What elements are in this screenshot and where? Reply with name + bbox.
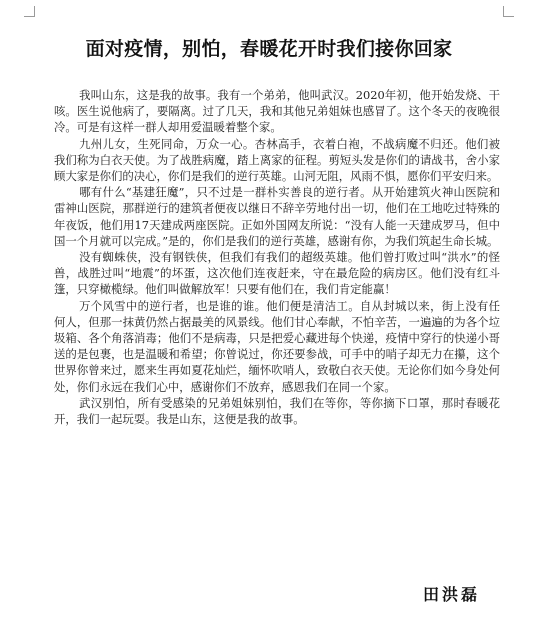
document-title: 面对疫情，别怕，春暖花开时我们接你回家 (85, 38, 453, 60)
author-signature: 田洪磊 (422, 585, 480, 604)
document-body (54, 87, 500, 427)
page-corner-mark (503, 6, 514, 17)
paragraph: 哪有什么“基建狂魔”，只不过是一群朴实善良的逆行者。从开始建筑火神山医院和雷神山医院，那群逆行的建筑者便夜以继日不辞辛劳地付出一切，他们在工地吃过特殊的年夜饭，他们用17天建成两座医院。正如外国网友所说：“没有人能一天建成罗马，但中国一个月就可以完成。”是的，你们是我们的逆行英雄，感谢有你，为我们筑起生命长城。 (54, 185, 500, 248)
page-corner-mark (24, 6, 35, 17)
paragraph: 没有蜘蛛侠，没有钢铁侠，但我们有我们的超级英雄。他们曾打败过叫“洪水”的怪兽，战胜过叫“地震”的坏蛋，这次他们连夜赶来，守在最危险的病房区。他们没有红斗篷，只穿橄榄绿。他们叫做解放军！只要有他们在，我们肯定能赢！ (54, 250, 500, 297)
paragraph: 我叫山东，这是我的故事。我有一个弟弟，他叫武汉。2020年初，他开始发烧、干咳。医生说他病了，要隔离。过了几天，我和其他兄弟姐妹也感冒了。这个冬天的夜晚很冷。可是有这样一群人却用爱温暖着整个家。 (54, 88, 500, 135)
paragraph: 武汉别怕，所有受感染的兄弟姐妹别怕，我们在等你，等你摘下口罩，那时春暖花开，我们一起玩耍。我是山东，这便是我的故事。 (54, 395, 500, 427)
paragraph: 九州儿女，生死同命，万众一心。杏林高手，衣着白袍，不战病魔不归还。他们被我们称为白衣天使。为了战胜病魔，踏上离家的征程。剪短头发是你们的请战书，舍小家顾大家是你们的决心，你们是我们的逆行英雄。山河无阻，风雨不惧，愿你们平安归来。 (54, 136, 500, 184)
paragraph: 万个风雪中的逆行者，也是谁的谁。他们便是清洁工。自从封城以来，街上没有任何人，但那一抹黄仍然占据最美的风景线。他们甘心奉献，不怕辛苦，一遍遍的为各个垃圾箱、各个角落消毒；他们不是病毒，只是把爱心藏进每个快递，疫情中穿行的快递小哥送的是包裹，也是温暖和希望；你曾说过，你还要参战，可手中的哨子却无力在攥，这个世界你曾来过，愿来生再如夏花灿烂，缅怀吹哨人，致敬白衣天使。无论你们如今身处何处，你们永远在我们心中，感谢你们不放弃，感恩我们在同一个家。 (54, 298, 500, 394)
